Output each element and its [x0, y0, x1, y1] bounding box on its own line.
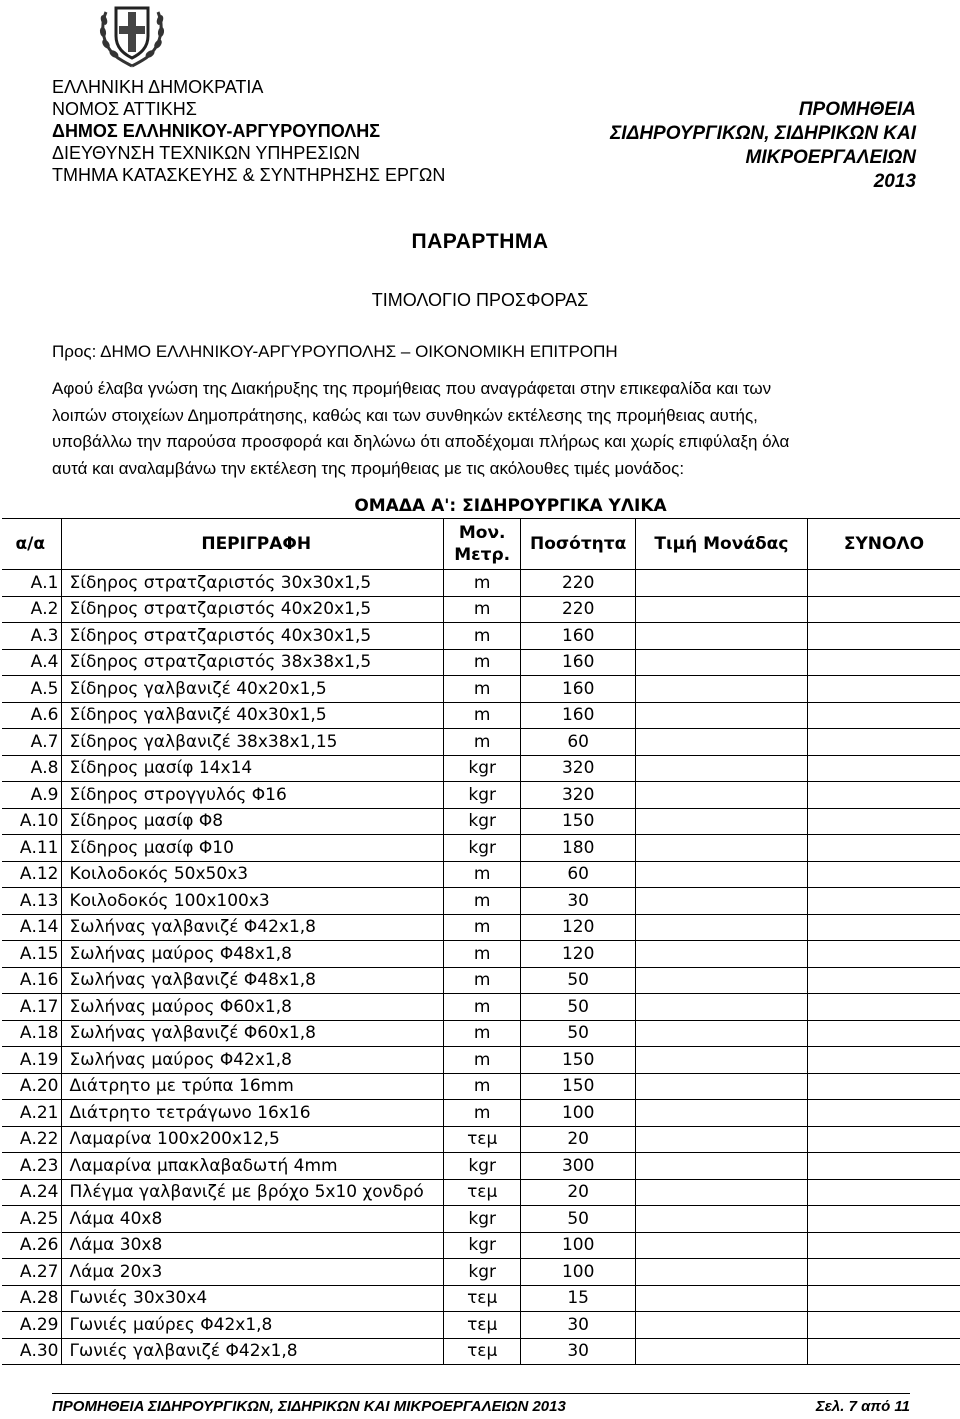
- paragraph-line: υποβάλλω την παρούσα προσφορά και δηλώνω ότι αποδέχομαι πλήρως και χωρίς επιφύλαξη όλα: [52, 432, 790, 451]
- table-row: [2, 702, 960, 729]
- table-row: [2, 649, 960, 676]
- table-row: [2, 1259, 960, 1286]
- cell-description: Γωνιές μαύρες Φ42x1,8: [61, 1312, 443, 1339]
- table-row: [2, 1047, 960, 1074]
- cell-quantity: 320: [521, 782, 636, 809]
- cell-unit-price: [635, 702, 807, 729]
- cell-unit-price: [635, 1100, 807, 1127]
- cell-index: Α.15: [2, 941, 61, 968]
- group-title: ΟΜΑΔΑ Α': ΣΙΔΗΡΟΥΡΓΙΚΑ ΥΛΙΚΑ: [61, 494, 960, 519]
- cell-quantity: 100: [521, 1232, 636, 1259]
- cell-quantity: 20: [521, 1179, 636, 1206]
- cell-unit: m: [443, 1073, 520, 1100]
- cell-unit: m: [443, 967, 520, 994]
- cell-description: Σίδηρος γαλβανιζέ 40x30x1,5: [61, 702, 443, 729]
- cell-unit-price: [635, 570, 807, 597]
- cell-description: Σίδηρος στρογγυλός Φ16: [61, 782, 443, 809]
- cell-index: Α.22: [2, 1126, 61, 1153]
- cell-description: Σίδηρος στρατζαριστός 40x30x1,5: [61, 623, 443, 650]
- cell-description: Διάτρητο με τρύπα 16mm: [61, 1073, 443, 1100]
- cell-description: Γωνιές 30x30x4: [61, 1285, 443, 1312]
- cell-unit-price: [635, 861, 807, 888]
- coat-of-arms-icon: [94, 2, 170, 68]
- cell-description: Σίδηρος μασίφ 14x14: [61, 755, 443, 782]
- cell-index: Α.2: [2, 596, 61, 623]
- cell-index: Α.6: [2, 702, 61, 729]
- table-row: [2, 1100, 960, 1127]
- cell-quantity: 180: [521, 835, 636, 862]
- cell-unit: m: [443, 649, 520, 676]
- cell-index: Α.18: [2, 1020, 61, 1047]
- table-row: [2, 1285, 960, 1312]
- cell-quantity: 320: [521, 755, 636, 782]
- cell-unit-price: [635, 967, 807, 994]
- col-header-quantity: Ποσότητα: [521, 519, 636, 570]
- cell-unit: m: [443, 729, 520, 756]
- cell-index: Α.20: [2, 1073, 61, 1100]
- table-row: [2, 623, 960, 650]
- cell-unit: kgr: [443, 835, 520, 862]
- cell-index: Α.23: [2, 1153, 61, 1180]
- cell-total: [807, 835, 960, 862]
- cell-unit: kgr: [443, 1259, 520, 1286]
- table-row: [2, 1312, 960, 1339]
- table-row: [2, 914, 960, 941]
- cell-index: Α.21: [2, 1100, 61, 1127]
- table-row: [2, 782, 960, 809]
- cell-total: [807, 782, 960, 809]
- cell-total: [807, 861, 960, 888]
- cell-quantity: 30: [521, 888, 636, 915]
- cell-total: [807, 623, 960, 650]
- col-header-unit-price: Τιμή Μονάδας: [635, 519, 807, 570]
- cell-index: Α.5: [2, 676, 61, 703]
- cell-unit-price: [635, 1020, 807, 1047]
- cell-total: [807, 755, 960, 782]
- cell-quantity: 60: [521, 861, 636, 888]
- cell-unit-price: [635, 1126, 807, 1153]
- table-row: [2, 835, 960, 862]
- cell-unit-price: [635, 994, 807, 1021]
- cell-index: Α.4: [2, 649, 61, 676]
- cell-unit-price: [635, 1285, 807, 1312]
- cell-unit: kgr: [443, 755, 520, 782]
- cell-total: [807, 1285, 960, 1312]
- cell-unit-price: [635, 941, 807, 968]
- cell-description: Διάτρητο τετράγωνο 16x16: [61, 1100, 443, 1127]
- cell-unit-price: [635, 1179, 807, 1206]
- cell-quantity: 160: [521, 649, 636, 676]
- cell-unit: m: [443, 1100, 520, 1127]
- table-row: [2, 1020, 960, 1047]
- table-group-row: [2, 494, 960, 519]
- cell-total: [807, 808, 960, 835]
- table-row: [2, 967, 960, 994]
- table-row: [2, 755, 960, 782]
- cell-description: Σίδηρος στρατζαριστός 40x20x1,5: [61, 596, 443, 623]
- cell-total: [807, 1232, 960, 1259]
- cell-unit: kgr: [443, 1232, 520, 1259]
- cell-unit-price: [635, 649, 807, 676]
- cell-total: [807, 1073, 960, 1100]
- cell-description: Λαμαρίνα 100x200x12,5: [61, 1126, 443, 1153]
- cell-quantity: 50: [521, 1206, 636, 1233]
- cell-total: [807, 1259, 960, 1286]
- cell-unit: m: [443, 994, 520, 1021]
- cell-index: Α.9: [2, 782, 61, 809]
- cell-total: [807, 914, 960, 941]
- cell-unit-price: [635, 755, 807, 782]
- paragraph-line: αυτά και αναλαμβάνω την εκτέλεση της προμήθειας με τις ακόλουθες τιμές μονάδος:: [52, 458, 685, 478]
- issuer-block: [52, 76, 445, 186]
- table-row: [2, 676, 960, 703]
- cell-unit: m: [443, 888, 520, 915]
- table-header-row: [2, 519, 960, 570]
- cell-total: [807, 994, 960, 1021]
- page-number: Σελ. 7 από 11: [815, 1398, 910, 1415]
- table-row: [2, 729, 960, 756]
- paragraph-line: λοιπών στοιχείων Δημοπράτησης, καθώς και των συνθηκών εκτέλεσης της προμήθειας αυτής,: [52, 405, 758, 425]
- cell-description: Σωλήνας γαλβανιζέ Φ48x1,8: [61, 967, 443, 994]
- cell-index: Α.3: [2, 623, 61, 650]
- cell-quantity: 150: [521, 808, 636, 835]
- cell-total: [807, 1179, 960, 1206]
- cell-total: [807, 1153, 960, 1180]
- cell-index: Α.29: [2, 1312, 61, 1339]
- paragraph-line: Αφού έλαβα γνώση της Διακήρυξης της προμήθειας που αναγράφεται στην επικεφαλίδα και των: [52, 379, 772, 398]
- cell-unit: τεμ: [443, 1179, 520, 1206]
- table-row: [2, 1206, 960, 1233]
- table-row: [2, 994, 960, 1021]
- cell-quantity: 150: [521, 1047, 636, 1074]
- table-row: [2, 888, 960, 915]
- cell-total: [807, 1206, 960, 1233]
- table-row: [2, 1232, 960, 1259]
- cell-quantity: 60: [521, 729, 636, 756]
- cell-unit-price: [635, 1232, 807, 1259]
- cell-unit-price: [635, 782, 807, 809]
- cell-index: Α.26: [2, 1232, 61, 1259]
- cell-unit: τεμ: [443, 1285, 520, 1312]
- cell-index: Α.8: [2, 755, 61, 782]
- col-header-description: ΠΕΡΙΓΡΑΦΗ: [61, 519, 443, 570]
- cell-quantity: 220: [521, 570, 636, 597]
- project-year: 2013: [873, 171, 916, 192]
- cell-unit: τεμ: [443, 1338, 520, 1365]
- cell-unit: m: [443, 1047, 520, 1074]
- cell-quantity: 160: [521, 623, 636, 650]
- cell-description: Λάμα 40x8: [61, 1206, 443, 1233]
- table-row: [2, 808, 960, 835]
- cell-index: Α.27: [2, 1259, 61, 1286]
- cell-unit-price: [635, 676, 807, 703]
- cell-quantity: 100: [521, 1100, 636, 1127]
- cell-quantity: 160: [521, 702, 636, 729]
- cell-unit: τεμ: [443, 1126, 520, 1153]
- cell-quantity: 100: [521, 1259, 636, 1286]
- cell-index: Α.1: [2, 570, 61, 597]
- cell-total: [807, 1126, 960, 1153]
- cell-unit-price: [635, 1259, 807, 1286]
- cell-quantity: 220: [521, 596, 636, 623]
- table-row: [2, 941, 960, 968]
- cell-unit-price: [635, 1206, 807, 1233]
- cell-unit: m: [443, 596, 520, 623]
- cell-quantity: 50: [521, 967, 636, 994]
- page-title: ΠΑΡΑΡΤΗΜΑ: [411, 230, 549, 253]
- cell-unit: kgr: [443, 782, 520, 809]
- declaration-paragraph: [52, 376, 912, 482]
- cell-index: Α.10: [2, 808, 61, 835]
- cell-quantity: 300: [521, 1153, 636, 1180]
- cell-total: [807, 1312, 960, 1339]
- page-subtitle: ΤΙΜΟΛΟΓΙΟ ΠΡΟΣΦΟΡΑΣ: [371, 290, 589, 310]
- cell-unit: m: [443, 941, 520, 968]
- cell-description: Πλέγμα γαλβανιζέ με βρόχο 5x10 χονδρό: [61, 1179, 443, 1206]
- cell-total: [807, 1338, 960, 1365]
- issuer-line-department: ΤΜΗΜΑ ΚΑΤΑΣΚΕΥΗΣ & ΣΥΝΤΗΡΗΣΗΣ ΕΡΓΩΝ: [52, 165, 446, 185]
- project-title-line: ΜΙΚΡΟΕΡΓΑΛΕΙΩΝ: [745, 147, 916, 168]
- cell-total: [807, 649, 960, 676]
- table-row: [2, 861, 960, 888]
- cell-unit-price: [635, 1047, 807, 1074]
- cell-unit-price: [635, 835, 807, 862]
- cell-index: Α.12: [2, 861, 61, 888]
- cell-index: Α.28: [2, 1285, 61, 1312]
- cell-unit-price: [635, 1338, 807, 1365]
- cell-index: Α.24: [2, 1179, 61, 1206]
- footer-divider: [52, 1393, 910, 1394]
- issuer-line-country: ΕΛΛΗΝΙΚΗ ΔΗΜΟΚΡΑΤΙΑ: [52, 77, 264, 97]
- table-row: [2, 1126, 960, 1153]
- cell-index: Α.17: [2, 994, 61, 1021]
- cell-description: Λάμα 30x8: [61, 1232, 443, 1259]
- cell-total: [807, 1020, 960, 1047]
- cell-unit: m: [443, 702, 520, 729]
- cell-quantity: 30: [521, 1312, 636, 1339]
- table-row: [2, 596, 960, 623]
- table-row: [2, 570, 960, 597]
- col-header-unit: Μον. Μετρ.: [443, 519, 520, 570]
- cell-unit-price: [635, 1312, 807, 1339]
- issuer-line-directorate: ΔΙΕΥΘΥΝΣΗ ΤΕΧΝΙΚΩΝ ΥΠΗΡΕΣΙΩΝ: [52, 143, 360, 163]
- project-title-block: [610, 98, 916, 194]
- cell-description: Σίδηρος γαλβανιζέ 38x38x1,15: [61, 729, 443, 756]
- cell-quantity: 15: [521, 1285, 636, 1312]
- cell-description: Γωνιές γαλβανιζέ Φ42x1,8: [61, 1338, 443, 1365]
- cell-description: Σωλήνας μαύρος Φ48x1,8: [61, 941, 443, 968]
- cell-total: [807, 676, 960, 703]
- cell-description: Σωλήνας μαύρος Φ42x1,8: [61, 1047, 443, 1074]
- cell-unit: m: [443, 1020, 520, 1047]
- col-header-index: α/α: [2, 519, 61, 570]
- table-row: [2, 1338, 960, 1365]
- cell-description: Σίδηρος στρατζαριστός 30x30x1,5: [61, 570, 443, 597]
- footer-title: ΠΡΟΜΗΘΕΙΑ ΣΙΔΗΡΟΥΡΓΙΚΩΝ, ΣΙΔΗΡΙΚΩΝ ΚΑΙ ΜΙΚΡΟΕΡΓΑΛΕΙΩΝ 2013: [52, 1398, 566, 1415]
- cell-quantity: 160: [521, 676, 636, 703]
- cell-index: Α.13: [2, 888, 61, 915]
- cell-unit-price: [635, 808, 807, 835]
- cell-index: Α.16: [2, 967, 61, 994]
- cell-index: Α.19: [2, 1047, 61, 1074]
- cell-description: Κοιλοδοκός 50x50x3: [61, 861, 443, 888]
- cell-total: [807, 1047, 960, 1074]
- cell-total: [807, 702, 960, 729]
- cell-index: Α.11: [2, 835, 61, 862]
- cell-unit: m: [443, 676, 520, 703]
- cell-quantity: 50: [521, 1020, 636, 1047]
- cell-unit-price: [635, 1073, 807, 1100]
- cell-unit: τεμ: [443, 1312, 520, 1339]
- table-row: [2, 1073, 960, 1100]
- cell-description: Σίδηρος μασίφ Φ10: [61, 835, 443, 862]
- table-row: [2, 1153, 960, 1180]
- cell-total: [807, 888, 960, 915]
- cell-quantity: 30: [521, 1338, 636, 1365]
- price-offer-table: [2, 494, 960, 1365]
- cell-total: [807, 941, 960, 968]
- cell-description: Σωλήνας γαλβανιζέ Φ60x1,8: [61, 1020, 443, 1047]
- issuer-line-municipality: ΔΗΜΟΣ ΕΛΛΗΝΙΚΟΥ-ΑΡΓΥΡΟΥΠΟΛΗΣ: [52, 121, 381, 141]
- cell-description: Λάμα 20x3: [61, 1259, 443, 1286]
- project-title-line: ΣΙΔΗΡΟΥΡΓΙΚΩΝ, ΣΙΔΗΡΙΚΩΝ ΚΑΙ: [610, 123, 916, 144]
- cell-description: Σωλήνας γαλβανιζέ Φ42x1,8: [61, 914, 443, 941]
- cell-unit-price: [635, 596, 807, 623]
- cell-description: Κοιλοδοκός 100x100x3: [61, 888, 443, 915]
- cell-quantity: 120: [521, 941, 636, 968]
- cell-index: Α.25: [2, 1206, 61, 1233]
- cell-description: Σίδηρος γαλβανιζέ 40x20x1,5: [61, 676, 443, 703]
- cell-unit: m: [443, 914, 520, 941]
- cell-description: Σωλήνας μαύρος Φ60x1,8: [61, 994, 443, 1021]
- recipient-line: Προς: ΔΗΜΟ ΕΛΛΗΝΙΚΟΥ-ΑΡΓΥΡΟΥΠΟΛΗΣ – ΟΙΚΟΝΟΜΙΚΗ ΕΠΙΤΡΟΠΗ: [52, 342, 618, 361]
- cell-unit: m: [443, 623, 520, 650]
- cell-unit-price: [635, 729, 807, 756]
- cell-description: Σίδηρος στρατζαριστός 38x38x1,5: [61, 649, 443, 676]
- table-row: [2, 1179, 960, 1206]
- cell-index: Α.30: [2, 1338, 61, 1365]
- cell-unit-price: [635, 888, 807, 915]
- project-title-line: ΠΡΟΜΗΘΕΙΑ: [798, 99, 916, 120]
- cell-quantity: 120: [521, 914, 636, 941]
- issuer-line-prefecture: ΝΟΜΟΣ ΑΤΤΙΚΗΣ: [52, 99, 197, 119]
- cell-total: [807, 570, 960, 597]
- cell-total: [807, 596, 960, 623]
- cell-index: Α.14: [2, 914, 61, 941]
- cell-index: Α.7: [2, 729, 61, 756]
- cell-total: [807, 967, 960, 994]
- cell-description: Σίδηρος μασίφ Φ8: [61, 808, 443, 835]
- cell-description: Λαμαρίνα μπακλαβαδωτή 4mm: [61, 1153, 443, 1180]
- cell-unit: kgr: [443, 808, 520, 835]
- col-header-total: ΣΥΝΟΛΟ: [807, 519, 960, 570]
- cell-total: [807, 729, 960, 756]
- cell-unit: kgr: [443, 1153, 520, 1180]
- cell-quantity: 20: [521, 1126, 636, 1153]
- cell-unit: m: [443, 861, 520, 888]
- cell-unit-price: [635, 914, 807, 941]
- cell-total: [807, 1100, 960, 1127]
- cell-unit: kgr: [443, 1206, 520, 1233]
- cell-quantity: 50: [521, 994, 636, 1021]
- cell-unit-price: [635, 1153, 807, 1180]
- cell-unit: m: [443, 570, 520, 597]
- cell-unit-price: [635, 623, 807, 650]
- cell-quantity: 150: [521, 1073, 636, 1100]
